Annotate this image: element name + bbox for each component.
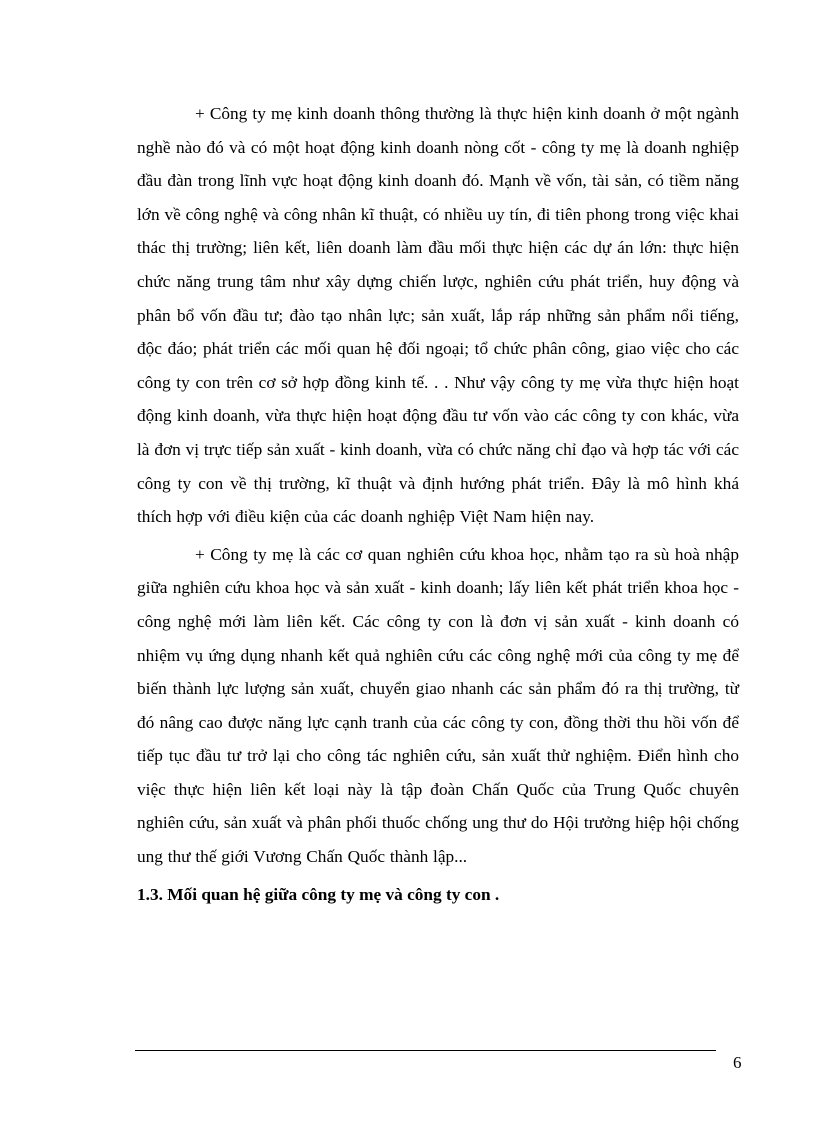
paragraph-parent-company-research: + Công ty mẹ là các cơ quan nghiên cứu khoa học, nhằm tạo ra sù hoà nhập giữa nghiên cứu khoa học và sản xuất - kinh doanh; lấy liên kết phát triển khoa học - công nghệ mới làm liên kết. Các công ty con là đơn vị sản xuất - kinh doanh có nhiệm vụ ứng dụng nhanh kết quả nghiên cứu các công nghệ mới của công ty mẹ để biến thành lực lượng sản xuất, chuyển giao nhanh các sản phẩm đó ra thị trường, từ đó nâng cao được năng lực cạnh tranh của các công ty con, đồng thời thu hồi vốn để tiếp tục đầu tư trở lại cho công tác nghiên cứu, sản xuất thử nghiệm. Điển hình cho việc thực hiện liên kết loại này là tập đoàn Chấn Quốc của Trung Quốc chuyên nghiên cứu, sản xuất và phân phối thuốc chống ung thư do Hội trưởng hiệp hội chống ung thư thế giới Vương Chấn Quốc thành lập... [137, 544, 739, 867]
page-content [137, 97, 739, 911]
page-number: 6 [733, 1053, 742, 1072]
paragraph-parent-company-business: + Công ty mẹ kinh doanh thông thường là thực hiện kinh doanh ở một ngành nghề nào đó và có một hoạt động kinh doanh nòng cốt - công ty mẹ là doanh nghiệp đầu đàn trong lĩnh vực hoạt động kinh doanh đó. Mạnh về vốn, tài sản, có tiềm năng lớn về công nghệ và công nhân kĩ thuật, có nhiều uy tín, đi tiên phong trong việc khai thác thị trường; liên kết, liên doanh làm đầu mối thực hiện các dự án lớn: thực hiện chức năng trung tâm như xây dựng chiến lược, nghiên cứu phát triển, huy động và phân bổ vốn đầu tư; đào tạo nhân lực; sản xuất, lắp ráp những sản phẩm nổi tiếng, độc đáo; phát triển các mối quan hệ đối ngoại; tổ chức phân công, giao việc cho các công ty con trên cơ sở hợp đồng kinh tế. . . Như vậy công ty mẹ vừa thực hiện hoạt động kinh doanh, vừa thực hiện hoạt động đầu tư vốn vào các công ty con khác, vừa là đơn vị trực tiếp sản xuất - kinh doanh, vừa có chức năng chỉ đạo và hợp tác với các công ty con về thị trường, kĩ thuật và định hướng phát triển. Đây là mô hình khá thích hợp với điều kiện của các doanh nghiệp Việt Nam hiện nay. [137, 104, 739, 527]
section-heading: 1.3. Mối quan hệ giữa công ty mẹ và công ty con . [137, 884, 500, 904]
footer-divider [135, 1050, 716, 1051]
